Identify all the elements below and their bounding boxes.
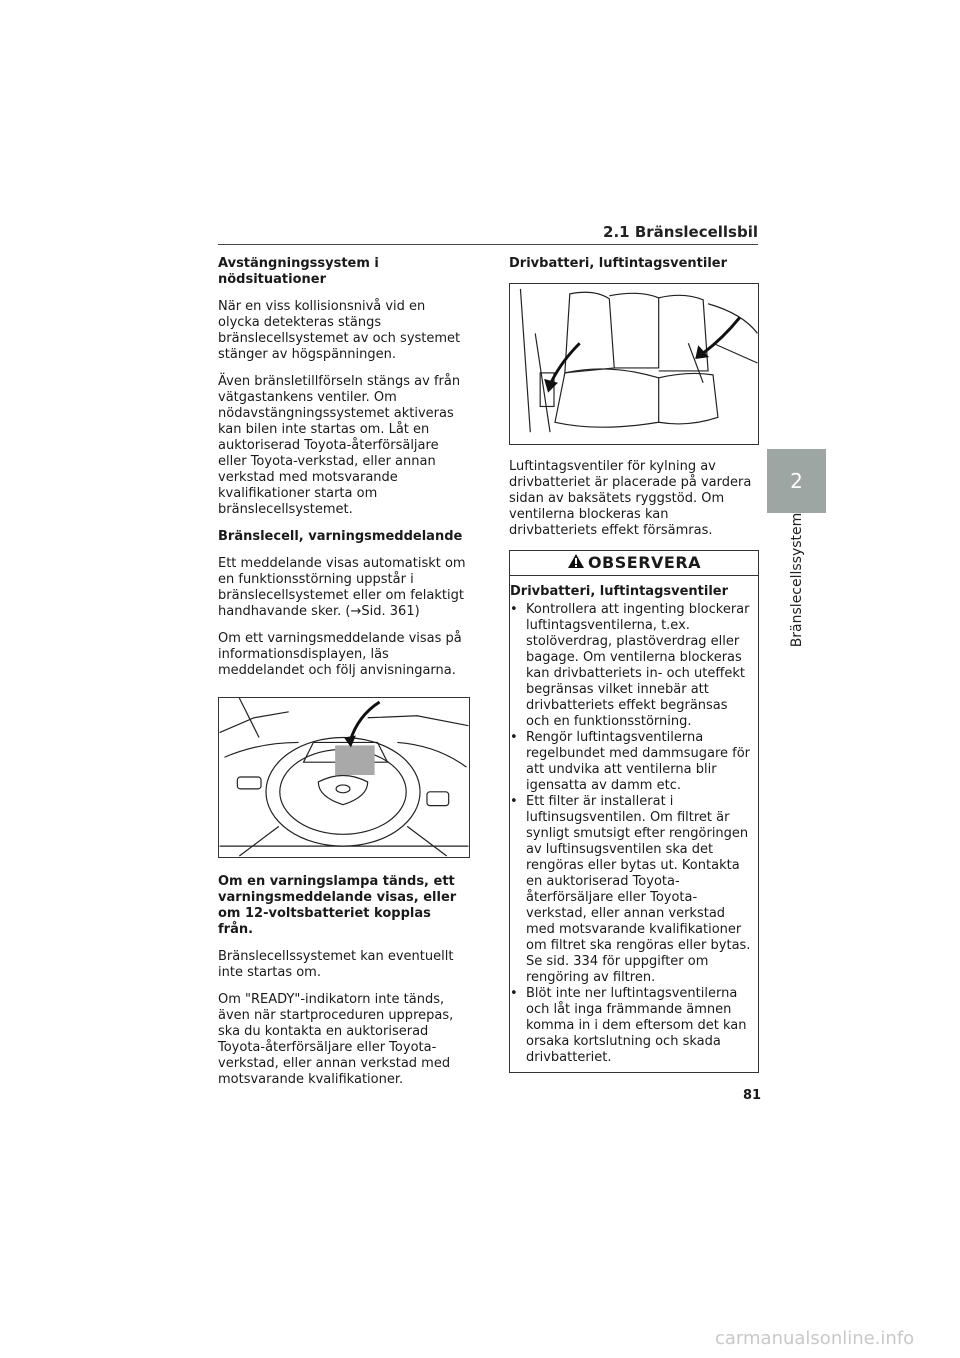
chapter-title: Bränslecellssystem — [789, 512, 805, 648]
list-item: • Ett filter är installerat i luftinsugsventilen. Om filtret är synligt smutsigt efter rengöringen av luftinsugsventilen ska det rengöras eller bytas ut. Kontakta en auktoriserad Toyota-återförsäljare eller Toyota-verkstad, eller annan verkstad med motsvarande kvalifikationer om filtret ska rengöras eller bytas. Se sid. 334 för uppgifter om rengöring av filtren. — [510, 794, 754, 986]
dashboard-drawing — [219, 698, 469, 857]
warning-heading: Drivbatteri, luftintagsventiler — [510, 584, 729, 599]
rear-seat-drawing — [510, 284, 758, 444]
left-column — [218, 256, 470, 1099]
warning-body — [510, 576, 758, 1072]
paragraph: Även bränsletillförseln stängs av från vätgastankens ventiler. Om nödavstängningssystemet aktiveras kan bilen inte startas om. Låt en auktoriserad Toyota-återförsäljare eller Toyota-verkstad, eller annan verkstad med motsvarande kvalifikationer starta om bränslecellsystemet. — [218, 374, 461, 517]
section-heading-emergency-shutdown: Avstängningssystem i nödsituationer — [218, 256, 379, 287]
page-number: 81 — [743, 1088, 762, 1103]
paragraph: Luftintagsventiler för kylning av drivbatteriet är placerade på vardera sidan av baksätets ryggstöd. Om ventilerna blockeras kan drivbatteriets effekt försämras. — [509, 459, 752, 538]
warning-triangle-icon — [567, 553, 585, 574]
section-heading-battery-vents: Drivbatteri, luftintagsventiler — [509, 256, 728, 271]
list-item: • Kontrollera att ingenting blockerar luftintagsventilerna, t.ex. stolöverdrag, plastöverdrag eller bagage. Om ventilerna blockeras kan drivbatteriets in- och uteffekt begränsas vilket innebär att drivbatteriets effekt begränsas och en funktionsstörning. — [510, 602, 754, 730]
section-heading-fuel-cell-warning: Bränslecell, varningsmeddelande — [218, 529, 463, 544]
warning-box — [509, 550, 759, 1073]
list-item: • Rengör luftintagsventilerna regelbundet med dammsugare för att undvika att ventilerna blir igensatta av damm etc. — [510, 730, 754, 794]
paragraph: Om "READY"-indikatorn inte tänds, även när startproceduren upprepas, ska du kontakta en auktoriserad Toyota-återförsäljare eller Toyota-verkstad, eller annan verkstad med motsvarande kvalifikationer. — [218, 992, 454, 1087]
chapter-number: 2 — [790, 469, 803, 493]
header-section-title: 2.1 Bränslecellsbil — [603, 223, 758, 241]
paragraph: När en viss kollisionsnivå vid en olycka detekteras stängs bränslecellsystemet av och systemet stänger av högspänningen. — [218, 299, 461, 362]
warning-label: OBSERVERA — [587, 553, 702, 572]
dashboard-illustration — [218, 697, 470, 858]
right-column — [509, 256, 759, 1073]
section-heading-warning-lamp: Om en varningslampa tänds, ett varningsmeddelande visas, eller om 12-voltsbatteriet kopplas från. — [218, 874, 457, 937]
paragraph: Bränslecellssystemet kan eventuellt inte startas om. — [218, 949, 454, 980]
warning-list — [510, 602, 754, 1066]
list-item: • Blöt inte ner luftintagsventilerna och låt inga främmande ämnen komma in i dem eftersom det kan orsaka kortslutning och skada drivbatteriet. — [510, 986, 754, 1066]
paragraph: Om ett varningsmeddelande visas på informationsdisplayen, läs meddelandet och följ anvisningarna. — [218, 631, 462, 678]
warning-header — [510, 551, 758, 576]
chapter-tab — [767, 449, 826, 513]
rear-seat-illustration — [509, 283, 759, 445]
watermark: carmanualsonline.info — [715, 1328, 915, 1349]
header-rule — [218, 244, 758, 245]
paragraph: Ett meddelande visas automatiskt om en funktionsstörning uppstår i bränslecellsystemet eller om felaktigt handhavande sker. (→Sid. 361) — [218, 556, 466, 619]
